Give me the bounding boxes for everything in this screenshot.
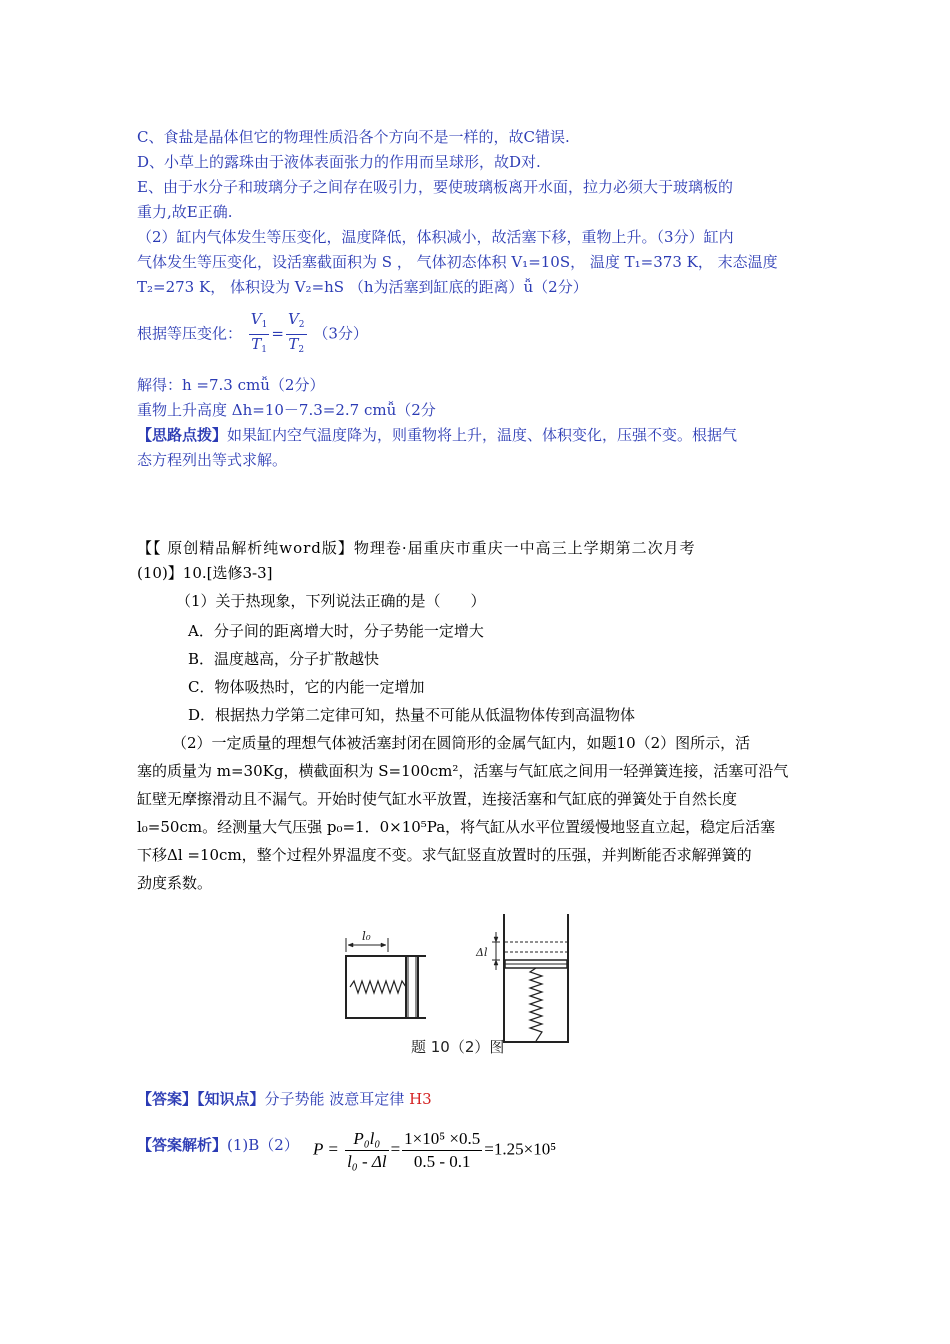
answer-tag: 【答案】【知识点】 (137, 1090, 265, 1108)
question-title-2: (10)】10.[选修3-3] (137, 564, 273, 582)
equation-fraction-2 (402, 1128, 482, 1173)
question-part2-b: 塞的质量为 m=30Kg，横截面积为 S=100cm²，活塞与气缸底之间用一轻弹簧连接，活塞可沿气 (137, 762, 789, 780)
equation-num-2: 1×10⁵ ×0.5 (402, 1128, 482, 1151)
text-line-c: C、食盐是晶体但它的物理性质沿各个方向不是一样的，故C错误. (137, 128, 570, 146)
fraction-v1-t1 (249, 310, 270, 359)
equation-den-2: 0.5 - 0.1 (413, 1152, 471, 1171)
hint-tag: 【思路点拨】 (137, 426, 228, 444)
option-d: D．根据热力学第二定律可知，热量不可能从低温物体传到高温物体 (188, 706, 636, 724)
option-c: C．物体吸热时，它的内能一定增加 (188, 678, 425, 696)
figure-caption: 题 10（2）图 (411, 1038, 505, 1056)
option-b: B．温度越高，分子扩散越快 (188, 650, 380, 668)
law-label: 根据等压变化： (137, 324, 243, 343)
text-line-e1: E、由于水分子和玻璃分子之间存在吸引力，要使玻璃板离开水面，拉力必须大于玻璃板的 (137, 178, 733, 196)
text-line-rise: 重物上升高度 Δh=10－7.3=2.7 cmǚ（2分 (137, 401, 436, 419)
analysis-prefix: (1)B（2） (227, 1136, 299, 1154)
v1-subscript: 1 (261, 320, 268, 330)
v2-subscript: 2 (298, 320, 305, 330)
equation-den-1: l₀ - Δl (347, 1152, 387, 1171)
question-part2-f: 劲度系数。 (137, 874, 213, 892)
t1-subscript: 1 (261, 345, 267, 355)
question-part2-a: （2）一定质量的理想气体被活塞封闭在圆筒形的金属气缸内，如题10（2）图所示，活 (172, 734, 751, 752)
horizontal-cylinder (346, 938, 426, 1018)
hint-text-1: 如果缸内空气温度降为，则重物将上升，温度、体积变化，压强不变。根据气 (227, 426, 738, 444)
pressure-equation: P = $\frac{\text{P₀l₀}}{\text{l₀ - Δl}}$ = $\frac{\text{1×10⁵ ×0.5}}{0.5 - 0.1}$ =1.25×10⁵ (313, 1129, 557, 1171)
t2-symbol: T (288, 335, 299, 353)
question-part2-e: 下移Δl =10cm，整个过程外界温度不变。求气缸竖直放置时的压强，并判断能否求解弹簧的 (137, 846, 752, 864)
text-line-part2-c: T₂=273 K， 体积设为 V₂=hS （h为活塞到缸底的距离）ǚ（2分） (137, 278, 588, 296)
analysis-line (137, 1134, 299, 1156)
answer-code: H3 (409, 1090, 432, 1108)
text-line-d: D、小草上的露珠由于液体表面张力的作用而呈球形，故D对. (137, 153, 541, 171)
equation-result: =1.25×10⁵ (484, 1139, 557, 1159)
answer-line (137, 1088, 432, 1110)
v1-symbol: V (250, 310, 262, 328)
text-line-part2-a: （2）缸内气体发生等压变化，温度降低，体积减小，故活塞下移，重物上升。（3分）缸内 (137, 228, 734, 246)
t2-subscript: 2 (298, 345, 305, 355)
option-a: A．分子间的距离增大时，分子势能一定增大 (188, 622, 484, 640)
question-part2-d: l₀=50cm。经测量大气压强 p₀=1．0×10⁵Pa，将气缸从水平位置缓慢地竖直立起，稳定后活塞 (137, 818, 776, 836)
text-line-part2-b: 气体发生等压变化，设活塞截面积为 S ， 气体初态体积 V₁=10S， 温度 T₁=373 K， 末态温度 (137, 253, 778, 271)
text-line-e2: 重力,故E正确. (137, 203, 233, 221)
label-l0: l₀ (362, 929, 371, 943)
equation-num-1: P₀l₀ (345, 1128, 389, 1151)
t1-symbol: T (251, 335, 262, 353)
question-part2-c: 缸壁无摩擦滑动且不漏气。开始时使气缸水平放置，连接活塞和气缸底的弹簧处于自然长度 (137, 790, 738, 808)
question-title-1: 【【 原创精品解析纯word版】物理卷·届重庆市重庆一中高三上学期第二次月考 (137, 539, 696, 557)
v2-symbol: V (287, 310, 299, 328)
law-formula-line: 根据等压变化： $\frac{V_1}{T_1}$ = $\frac{V_2}{T_2}$ （3分） (137, 310, 368, 359)
law-score: （3分） (313, 324, 368, 343)
vertical-cylinder (492, 914, 568, 1042)
text-line-solve: 解得：h =7.3 cmǚ（2分） (137, 376, 325, 394)
fraction-v2-t2 (286, 310, 307, 359)
equation-fraction-1 (345, 1128, 389, 1173)
question-part1: （1）关于热现象，下列说法正确的是（ ） (176, 592, 486, 610)
analysis-tag: 【答案解析】 (137, 1136, 228, 1154)
label-delta-l: Δl (476, 946, 488, 959)
hint-line-1 (137, 424, 737, 446)
answer-knowledge-points: 分子势能 波意耳定律 (264, 1090, 405, 1108)
cylinder-figure (336, 910, 586, 1064)
equation-lhs: P = (313, 1139, 339, 1159)
hint-line-2: 态方程列出等式求解。 (137, 451, 288, 469)
